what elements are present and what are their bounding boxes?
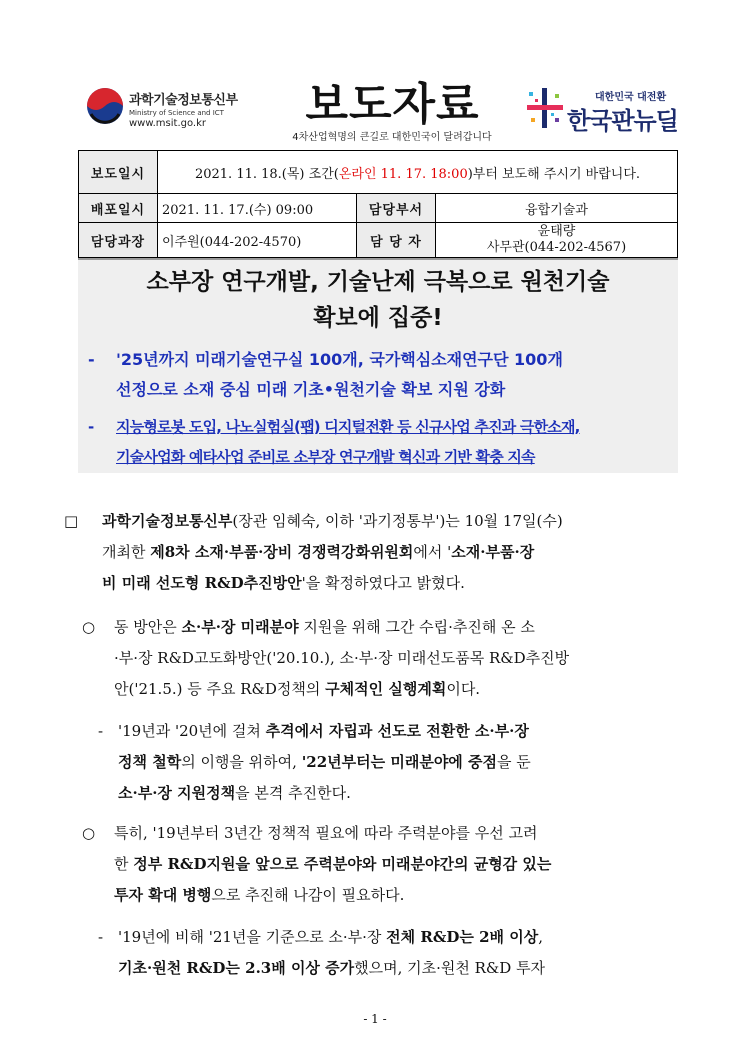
release-value: 2021. 11. 17.(수) 09:00 bbox=[158, 194, 357, 223]
plan-ref: 소재·부품·장 bbox=[451, 543, 535, 561]
headline-line-2: 확보에 집중! bbox=[313, 305, 443, 331]
emphasis: 투자 확대 병행 bbox=[114, 886, 212, 904]
summary-line: '25년까지 미래기술연구실 100개, 국가핵심소재연구단 100개 bbox=[116, 350, 563, 369]
square-bullet: □ bbox=[64, 512, 79, 530]
text: ·부·장 R&D고도화방안('20.10.), 소·부·장 미래선도품목 R&D추진방 bbox=[114, 649, 570, 667]
text: '19년과 '20년에 걸쳐 bbox=[118, 722, 266, 740]
ministry-english-name: Ministry of Science and ICT bbox=[129, 109, 224, 117]
paragraph-2-text bbox=[114, 612, 684, 705]
manager-label: 담당과장 bbox=[79, 223, 158, 258]
embargo-prefix: 2021. 11. 18.(목) 조간( bbox=[194, 166, 339, 182]
paragraph-1-text bbox=[102, 506, 684, 599]
text: 을 둔 bbox=[497, 753, 531, 771]
text: 이다. bbox=[446, 680, 481, 698]
committee-ref: 제8차 소재·부품·장비 경쟁력강화위원회 bbox=[150, 543, 414, 561]
press-release-header bbox=[0, 0, 750, 150]
contact-name: 윤태량 bbox=[537, 224, 576, 239]
dept-value: 융합기술과 bbox=[436, 194, 678, 223]
paragraph-5-text bbox=[118, 922, 684, 984]
headline-line-1: 소부장 연구개발, 기술난제 극복으로 원천기술 bbox=[146, 269, 610, 295]
summary-dash: - bbox=[88, 350, 95, 369]
text: 했으며, 기초·원천 R&D 투자 bbox=[354, 959, 546, 977]
summary-line: 지능형로봇 도입, 나노실험실(팹) 디지털전환 등 신규사업 추진과 극한소재, bbox=[116, 418, 580, 436]
contact-value bbox=[436, 223, 678, 258]
page-title: 보도자료 bbox=[305, 79, 480, 130]
page-number: - 1 - bbox=[363, 1012, 387, 1026]
text: 을 본격 추진한다. bbox=[235, 784, 351, 802]
ministry-name: 과학기술정보통신부 bbox=[129, 93, 238, 108]
paragraph-4-text bbox=[114, 818, 684, 911]
newdeal-slogan: 대한민국 대전환 bbox=[595, 92, 667, 103]
summary-line: 선정으로 소재 중심 미래 기초•원천기술 확보 지원 강화 bbox=[116, 380, 506, 399]
circle-bullet: ○ bbox=[82, 618, 96, 636]
text: 지원을 위해 그간 수립·추진해 온 소 bbox=[298, 618, 535, 636]
text: 특히, '19년부터 3년간 정책적 필요에 따라 주력분야를 우선 고려 bbox=[114, 824, 538, 842]
summary-item bbox=[88, 345, 678, 405]
table-row bbox=[79, 223, 678, 258]
summary-line: 기술사업화 예타사업 준비로 소부장 연구개발 혁신과 기반 확충 지속 bbox=[116, 448, 535, 466]
text: 동 방안은 bbox=[114, 618, 182, 636]
newdeal-logo-icon bbox=[525, 86, 565, 130]
emphasis: '22년부터는 미래분야에 중점 bbox=[301, 753, 498, 771]
summary-box bbox=[78, 258, 678, 473]
embargo-label: 보도일시 bbox=[79, 151, 158, 194]
dash-bullet: - bbox=[98, 928, 104, 946]
paragraph-3-text bbox=[118, 716, 684, 809]
emphasis: 전체 R&D는 2배 이상 bbox=[386, 928, 539, 946]
page-subtitle: 4차산업혁명의 큰길로 대한민국이 달려갑니다 bbox=[292, 132, 492, 143]
headline bbox=[78, 264, 678, 336]
emphasis: 정부 R&D지원을 앞으로 주력분야와 미래분야간의 균형감 있는 bbox=[133, 855, 552, 873]
msit-emblem-icon bbox=[85, 86, 125, 126]
emphasis: 추격에서 자립과 선도로 전환한 소·부·장 bbox=[265, 722, 529, 740]
emphasis: 구체적인 실행계획 bbox=[325, 680, 447, 698]
text: 한 bbox=[114, 855, 134, 873]
emphasis: 정책 철학 bbox=[118, 753, 182, 771]
newdeal-title: 한국판뉴딜 bbox=[567, 107, 678, 135]
dept-label: 담당부서 bbox=[357, 194, 436, 223]
circle-bullet: ○ bbox=[82, 824, 96, 842]
emphasis: 소·부·장 미래분야 bbox=[181, 618, 299, 636]
contact-phone: 사무관(044-202-4567) bbox=[486, 240, 627, 255]
plan-ref-cont: 비 미래 선도형 R&D추진방안 bbox=[102, 574, 302, 592]
text: 에서 ' bbox=[413, 543, 452, 561]
text: 으로 추진해 나감이 필요하다. bbox=[211, 886, 405, 904]
embargo-online-time: 온라인 11. 17. 18:00 bbox=[338, 166, 468, 182]
paragraph-1 bbox=[64, 506, 78, 537]
emphasis: 소·부·장 지원정책 bbox=[118, 784, 236, 802]
contact-label: 담 당 자 bbox=[357, 223, 436, 258]
text: , bbox=[538, 928, 544, 946]
emphasis: 기초·원천 R&D는 2.3배 이상 증가 bbox=[118, 959, 355, 977]
embargo-suffix: )부터 보도해 주시기 바랍니다. bbox=[467, 166, 641, 182]
ministry-ref: 과학기술정보통신부 bbox=[102, 512, 233, 530]
text: '19년에 비해 '21년을 기준으로 소·부·장 bbox=[118, 928, 387, 946]
text: 의 이행을 위하여, bbox=[181, 753, 302, 771]
dash-bullet: - bbox=[98, 722, 104, 740]
table-row bbox=[79, 194, 678, 223]
manager-value: 이주원(044-202-4570) bbox=[158, 223, 357, 258]
text: '을 확정하였다고 밝혔다. bbox=[301, 574, 465, 592]
embargo-value bbox=[158, 151, 678, 194]
ministry-logo-text bbox=[129, 89, 238, 129]
summary-dash: - bbox=[88, 418, 94, 436]
text: 안('21.5.) 등 주요 R&D정책의 bbox=[114, 680, 326, 698]
ministry-url: www.msit.go.kr bbox=[129, 118, 206, 129]
table-row bbox=[79, 151, 678, 194]
text: (장관 임혜숙, 이하 '과기정통부')는 10월 17일(수) bbox=[232, 512, 563, 530]
text: 개최한 bbox=[102, 543, 151, 561]
release-label: 배포일시 bbox=[79, 194, 158, 223]
release-info-table bbox=[78, 150, 678, 258]
summary-item bbox=[88, 412, 678, 472]
